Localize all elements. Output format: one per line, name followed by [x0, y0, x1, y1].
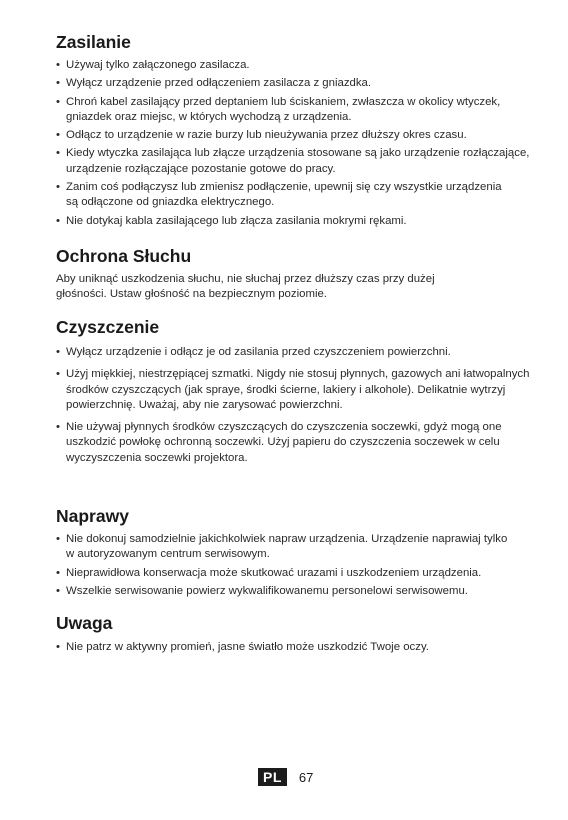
list-item: • Nie dotykaj kabla zasilającego lub złącza zasilania mokrymi rękami. [56, 214, 561, 229]
section-heading-naprawy: Naprawy [56, 506, 129, 526]
page-footer [258, 768, 313, 786]
list-item: • Chroń kabel zasilający przed deptaniem lub ściskaniem, zwłaszcza w okolicy wtyczek, gniazdek oraz miejsc, w których wychodzą z urządzenia. [56, 95, 521, 126]
list-item: • Nie patrz w aktywny promień, jasne światło może uszkodzić Twoje oczy. [56, 640, 561, 655]
section-heading-uwaga: Uwaga [56, 613, 113, 633]
list-item: • Zanim coś podłączysz lub zmienisz podłączenie, upewnij się czy wszystkie urządzenia są odłączone od gniazdka elektrycznego. [56, 180, 516, 211]
list-item: • Nie używaj płynnych środków czyszczących do czyszczenia soczewki, gdyż mogą one uszkodzić powłokę ochronną soczewki. Użyj papieru do czyszczenia soczewek w celu wyczyszczenia soczewki projektora. [56, 420, 506, 466]
list-item: • Wyłącz urządzenie i odłącz je od zasilania przed czyszczeniem powierzchni. [56, 345, 561, 360]
list-item: • Nie dokonuj samodzielnie jakichkolwiek napraw urządzenia. Urządzenie naprawiaj tylko w autoryzowanym centrum serwisowym. [56, 532, 516, 563]
uwaga-list [56, 640, 561, 658]
section-heading-ochrona-sluchu: Ochrona Słuchu [56, 246, 192, 266]
page-number: 67 [298, 769, 314, 785]
section-heading-zasilanie: Zasilanie [56, 32, 131, 52]
section-heading-czyszczenie: Czyszczenie [56, 317, 160, 337]
ochrona-sluchu-paragraph: Aby uniknąć uszkodzenia słuchu, nie słuchaj przez dłuższy czas przy dużej głośności. Ustaw głośność na bezpiecznym poziomie. [56, 273, 435, 301]
language-badge: PL [258, 768, 287, 786]
czyszczenie-list [56, 345, 561, 473]
list-item: • Nieprawidłowa konserwacja może skutkować urazami i uszkodzeniem urządzenia. [56, 566, 561, 581]
list-item: • Wszelkie serwisowanie powierz wykwalifikowanemu personelowi serwisowemu. [56, 584, 561, 599]
list-item: • Kiedy wtyczka zasilająca lub złącze urządzenia stosowane są jako urządzenie rozłączające, urządzenie rozłączające pozostanie gotowe do pracy. [56, 146, 536, 177]
list-item: • Użyj miękkiej, niestrzępiącej szmatki. Nigdy nie stosuj płynnych, gazowych ani łatwopalnych środków czyszczących (jak spraye, środki ścierne, lakiery i alkohole). Delikatnie wytrzyj powierzchnię. Uważaj, aby nie zarysować powierzchni. [56, 367, 536, 413]
list-item: • Wyłącz urządzenie przed odłączeniem zasilacza z gniazdka. [56, 76, 561, 91]
naprawy-list [56, 532, 561, 602]
list-item: • Używaj tylko załączonego zasilacza. [56, 58, 561, 73]
zasilanie-list [56, 58, 561, 232]
list-item: • Odłącz to urządzenie w razie burzy lub nieużywania przez dłuższy okres czasu. [56, 128, 561, 143]
